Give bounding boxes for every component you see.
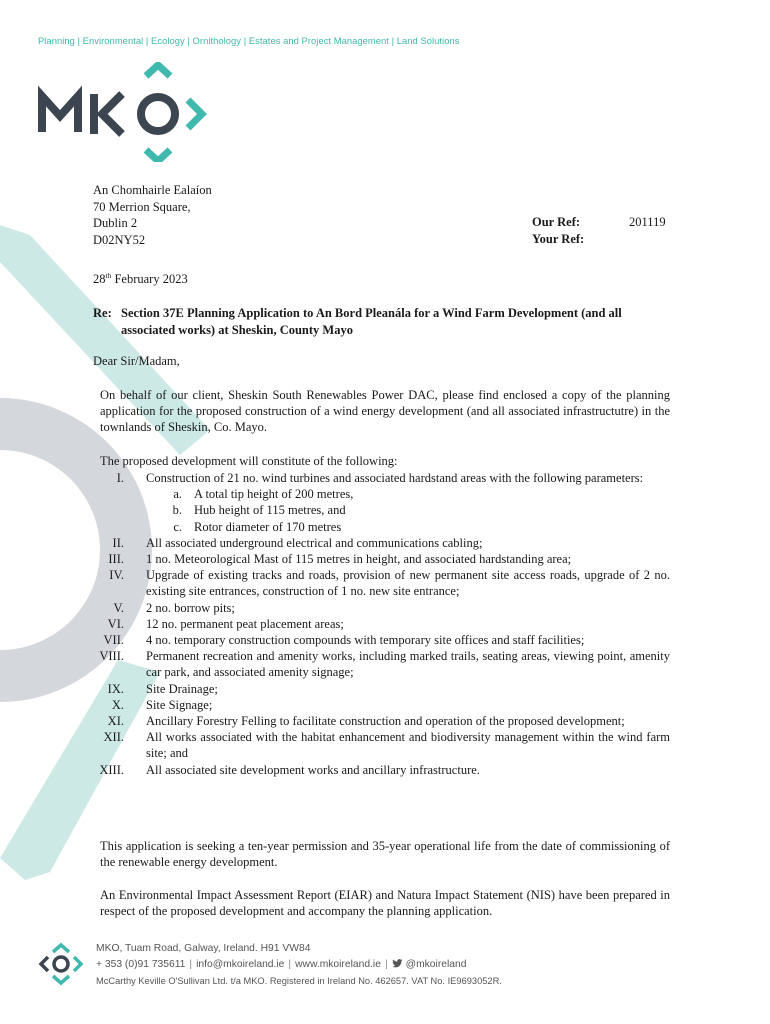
subject-label: Re:: [93, 306, 112, 320]
footer-registration: McCarthy Keville O'Sullivan Ltd. t/a MKO. Registered in Ireland No. 462657. VAT No. IE9693052R.: [96, 976, 502, 986]
address-line: Dublin 2: [93, 216, 138, 230]
list-item-text: 1 no. Meteorological Mast of 115 metres in height, and associated hardstanding area;: [146, 552, 572, 567]
list-item: [86, 729, 670, 761]
footer-address: MKO, Tuam Road, Galway, Ireland. H91 VW84: [96, 943, 311, 954]
address-line: An Chomhairle Ealaíon: [93, 183, 212, 197]
sub-item-text: A total tip height of 200 metres,: [194, 487, 354, 502]
address-line: 70 Merrion Square,: [93, 199, 191, 214]
list-item-text: 4 no. temporary construction compounds with temporary site offices and staff facilities;: [146, 633, 585, 648]
footer-contact-line: + 353 (0)91 735611 | info@mkoireland.ie | www.mkoireland.ie | @mkoireland: [96, 959, 467, 970]
list-item-number: XII.: [103, 730, 124, 745]
date-suffix: th: [105, 271, 112, 280]
list-item: [86, 632, 670, 648]
date-rest: February 2023: [111, 272, 188, 287]
list-item: [86, 567, 670, 599]
list-item: [86, 551, 670, 567]
list-item-number: I.: [116, 471, 124, 485]
list-item-text: Site Drainage;: [146, 681, 218, 696]
list-item-text: Ancillary Forestry Felling to facilitate construction and operation of the proposed development;: [146, 714, 625, 729]
sub-item-letter: b.: [172, 503, 182, 518]
sub-item-text: Hub height of 115 metres, and: [194, 503, 346, 518]
subject-text: Section 37E Planning Application to An Bord Pleanála for a Wind Farm Development (and all associated works) at Sheskin, County Mayo: [121, 306, 622, 337]
twitter-icon: [392, 959, 403, 968]
recipient-address: [93, 182, 212, 248]
sub-list-item: [168, 519, 670, 535]
list-item: [86, 697, 670, 713]
list-item-number: IX.: [107, 681, 124, 696]
sub-list-item: [168, 486, 670, 502]
sub-item-letter: a.: [173, 487, 182, 502]
letter-date: [93, 271, 188, 287]
sub-item-text: Rotor diameter of 170 metres: [194, 519, 342, 534]
list-item-number: VII.: [103, 633, 124, 648]
list-item-number: XI.: [107, 714, 124, 729]
our-ref-value: 201119: [629, 215, 666, 229]
date-day: 28: [93, 272, 106, 287]
list-item-text: All associated site development works and ancillary infrastructure.: [146, 762, 480, 777]
reference-block: [532, 214, 666, 247]
list-item-number: IV.: [109, 568, 124, 583]
list-item: [86, 713, 670, 729]
list-item-text: Permanent recreation and amenity works, including marked trails, seating areas, viewing point, amenity car park, and associated amenity signage;: [146, 649, 670, 680]
paragraph-permission: This application is seeking a ten-year permission and 35-year operational life from the date of commissioning of the renewable energy development.: [100, 839, 670, 870]
sub-list-item: [168, 502, 670, 518]
list-item-text: Site Signage;: [146, 697, 213, 712]
list-item-number: V.: [113, 600, 124, 615]
paragraph-intro: On behalf of our client, Sheskin South Renewables Power DAC, please find enclosed a copy of the planning application for the proposed construction of a wind energy development (and all associated infrastructutre) in the townlands of Sheskin, Co. Mayo.: [100, 388, 670, 435]
footer-website[interactable]: www.mkoireland.ie: [295, 959, 381, 970]
list-item: [86, 762, 670, 778]
our-ref-label: Our Ref:: [532, 215, 581, 229]
your-ref-label: Your Ref:: [532, 231, 585, 246]
list-item: [86, 470, 670, 486]
address-line: D02NY52: [93, 232, 146, 247]
footer-contact: [96, 941, 502, 989]
list-item-text: 2 no. borrow pits;: [146, 600, 235, 615]
footer-phone: + 353 (0)91 735611: [96, 959, 186, 970]
sub-item-letter: c.: [173, 519, 182, 534]
list-item-number: VI.: [107, 616, 124, 631]
list-item-text: Construction of 21 no. wind turbines and associated hardstand areas with the following parameters:: [146, 471, 644, 485]
list-item: [86, 535, 670, 551]
subject-line: [93, 305, 673, 338]
list-item-number: II.: [112, 535, 124, 550]
list-item: [86, 616, 670, 632]
list-item: [86, 600, 670, 616]
list-intro: The proposed development will constitute of the following:: [100, 454, 398, 468]
list-item-text: All associated underground electrical and communications cabling;: [146, 535, 483, 550]
list-item-number: XIII.: [99, 762, 124, 777]
footer-email[interactable]: info@mkoireland.ie: [196, 959, 285, 970]
footer-twitter[interactable]: @mkoireland: [405, 959, 467, 970]
salutation: Dear Sir/Madam,: [93, 354, 180, 368]
mko-logo: [38, 62, 218, 162]
list-item-text: Upgrade of existing tracks and roads, provision of new permanent site access roads, upgrade of 2 no. existing site entrances, construction of 1 no. new site entrance;: [146, 568, 670, 599]
list-item: [86, 681, 670, 697]
list-item-number: X.: [111, 697, 124, 712]
development-list: [86, 470, 670, 778]
list-item-text: 12 no. permanent peat placement areas;: [146, 616, 344, 631]
paragraph-eiar: An Environmental Impact Assessment Report (EIAR) and Natura Impact Statement (NIS) have been prepared in respect of the proposed development and accompany the planning application.: [100, 888, 670, 919]
brand-tagline: Planning | Environmental | Ecology | Ornithology | Estates and Project Management | Land Solutions: [38, 35, 460, 46]
list-item-number: III.: [108, 552, 124, 567]
mko-footer-logo: [38, 942, 84, 986]
list-item-text: All works associated with the habitat enhancement and biodiversity management within the wind farm site; and: [146, 730, 670, 761]
list-item: [86, 648, 670, 680]
list-item-number: VIII.: [99, 649, 124, 664]
